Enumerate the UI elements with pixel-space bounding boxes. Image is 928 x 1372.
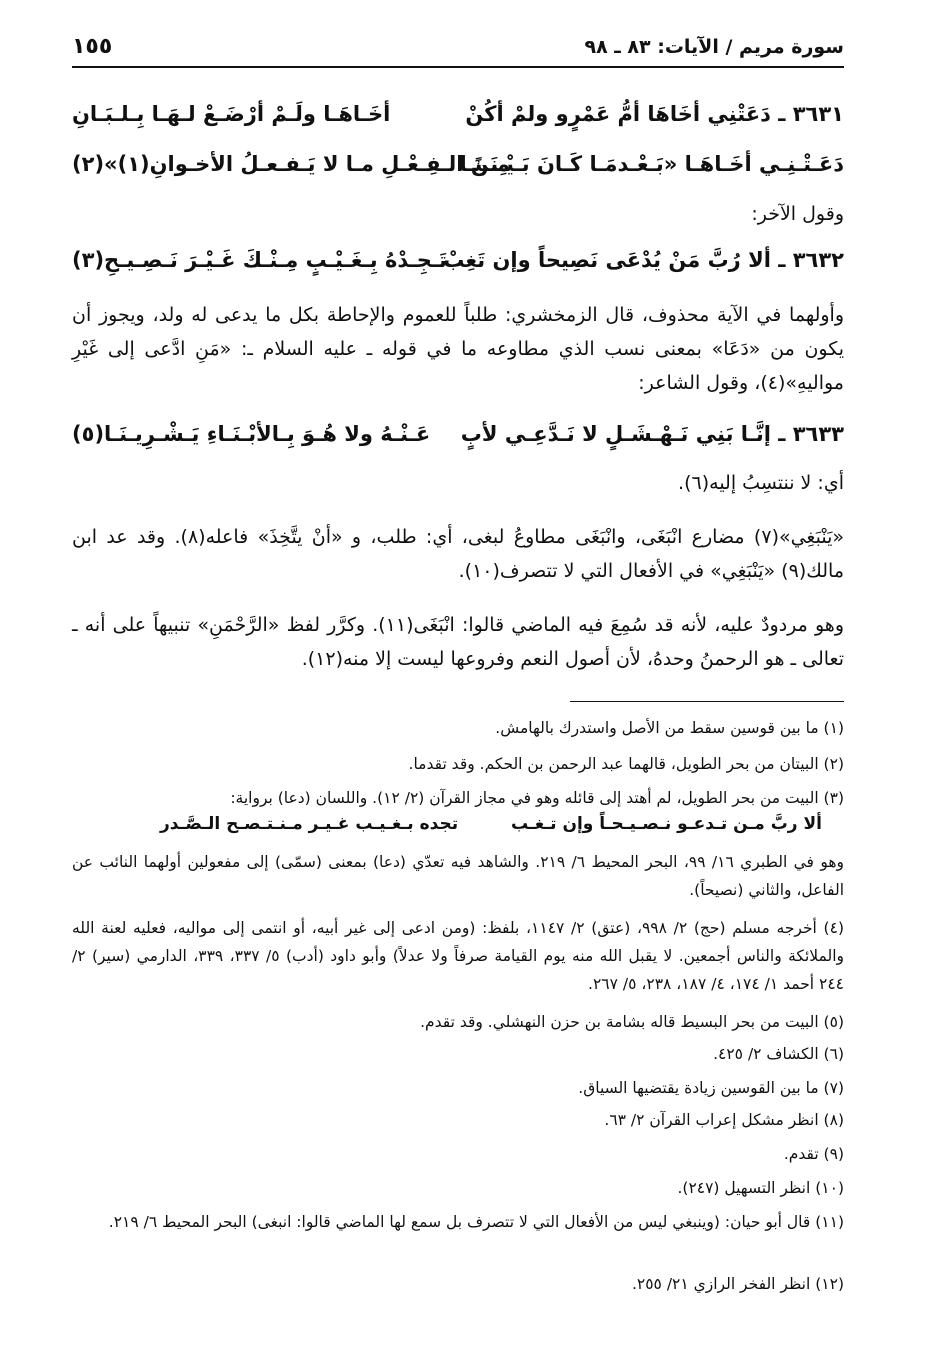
footnote-1: (١) ما بين قوسين سقط من الأصل واستدرك بالهامش. — [495, 719, 844, 737]
verse-hemistich-first: ألا ربَّ مـن تـدعـو نـصـيـحـاً وإن تـغـب — [510, 814, 822, 834]
verse-3633 — [72, 422, 844, 462]
meaning-line: أي: لا ننتسِبُ إليه(٦). — [678, 472, 844, 494]
verse-hemistich-second: أخَـاهَـا ولَـمْ أرْضَـعْ لـهَـا بِـلـبَـانِ — [72, 102, 391, 126]
footnote-11: (١١) قال أبو حيان: (وينبغي ليس من الأفعال التي لا تتصرف بل سمع لها الماضي قالوا: انبغى) البحر المحيط ٦/ ٢١٩. — [108, 1213, 844, 1231]
verse-hemistich-second: عَـنْـهُ ولا هُـوَ بِـالأبْـنَـاءِ يَـشْـرِيـنَـا(٥) — [72, 422, 431, 446]
footnote-2: (٢) البيتان من بحر الطويل، قالهما عبد الرحمن بن الحكم. وقد تقدما. — [408, 755, 844, 773]
verse-3631-line-2 — [72, 152, 844, 192]
footnote-separator — [570, 701, 844, 702]
footnote-10: (١٠) انظر التسهيل (٢٤٧). — [677, 1179, 844, 1197]
footnote-3: (٣) البيت من بحر الطويل، لم أهتد إلى قائله وهو في مجاز القرآن (٢/ ١٢). واللسان (دعا) برواية: — [230, 789, 844, 807]
footnote-9: (٩) تقدم. — [783, 1145, 844, 1163]
verse-hemistich-first: ٣٦٣١ ـ دَعَتْنِي أخَاهَا أمُّ عَمْرٍو ولمْ أكُنْ — [465, 102, 844, 126]
verse-hemistich-second: تجده بـغـيـب غـيـر مـنـتـصـح الـصَّـدر — [160, 814, 459, 834]
commentary-paragraph-2: «يَنْبَغِي»(٧) مضارع انْبَغَى، وانْبَغَى مطاوعُ لبغى، أي: طلب، و «أنْ يتَّخِذَ» فاعله(٨). وقد عد ابن مالك(٩) «يَنْبَغِي» في الأفعال التي لا تتصرف(١٠). — [72, 526, 844, 582]
verse-hemistich-first: ٣٦٣٣ ـ إنَّـا بَنِي نَـهْـشَـلٍ لا نَـدَّعِـي لأبٍ — [460, 422, 844, 446]
footnote-4: (٤) أخرجه مسلم (حج) ٢/ ٩٩٨، (عتق) ٢/ ١١٤٧، بلفظ: (ومن ادعى إلى غير أبيه، أو انتمى إلى مواليه، فعليه لعنة الله والملائكة والناس أجمعين. لا يقبل الله منه يوم القيامة صرفاً ولا عدلاً) وأبو داود (أدب) ٥/ ٣٣٧، ٣٣٩، الدارمي (سير) ٢/ ٢٤٤ أحمد ١/ ١٧٤، ٤/ ١٨٧، ٢٣٨، ٥/ ٢٦٧. — [72, 919, 844, 993]
verse-hemistich-first: ٣٦٣٢ ـ ألا رُبَّ مَنْ يُدْعَى نَصِيحاً وإن تَغِبْ — [443, 248, 844, 272]
footnote-12: (١٢) انظر الفخر الرازي ٢١/ ٢٥٥. — [631, 1275, 844, 1293]
footnote-7: (٧) ما بين القوسين زيادة يقتضيها السياق. — [578, 1079, 844, 1097]
verse-3632 — [72, 248, 844, 288]
footnote-3-verse — [160, 814, 822, 842]
commentary-paragraph-1: وأولهما في الآية محذوف، قال الزمخشري: طلباً للعموم والإحاطة بكل ما يدعى له ولد، ويجوز أن يكون من «دَعَا» بمعنى نسب الذي مطاوعه ما في قوله ـ عليه السلام ـ: «مَنِ ادَّعى إلى غَيْرِ مواليهِ»(٤)، وقول الشاعر: — [72, 304, 844, 394]
verse-hemistich-second: مِـنَ الـفِـعْـلِ مـا لا يَـفـعـلُ الأخـوانِ(١)»(٢) — [72, 152, 510, 176]
running-title: سورة مريم / الآيات: ٨٣ ـ ٩٨ — [584, 36, 844, 58]
other-poet-intro: وقول الآخر: — [751, 203, 844, 225]
header-rule — [72, 66, 844, 68]
verse-hemistich-second: تَـجِـدْهُ بِـغَـيْـبٍ مِـنْـكَ غَـيْـرَ نَـصِـيـحِ(٣) — [72, 248, 447, 272]
footnote-3-continuation: وهو في الطبري ١٦/ ٩٩، البحر المحيط ٦/ ٢١٩. والشاهد فيه تعدّي (دعا) بمعنى (سمّى) إلى مفعولين أولهما النائب عن الفاعل، والثاني (نصيحاً). — [72, 853, 844, 899]
footnote-5: (٥) البيت من بحر البسيط قاله بشامة بن حزن النهشلي. وقد تقدم. — [420, 1013, 844, 1031]
commentary-paragraph-3: وهو مردودٌ عليه، لأنه قد سُمِعَ فيه الماضي قالوا: انْبَغَى(١١). وكرَّر لفظ «الرَّحْمَنِ» تنبيهاً على أنه ـ تعالى ـ هو الرحمنُ وحدهُ، لأن أصول النعم وفروعها ليست إلا منه(١٢). — [72, 614, 845, 670]
page-number: ١٥٥ — [72, 34, 113, 59]
verse-3631-line-1 — [72, 102, 844, 142]
page-header — [72, 30, 844, 70]
verse-hemistich-first: دَعَـتْـنِـي أخَـاهَـا «بَـعْـدمَـا كَـانَ بَـيْـنَـنَـا — [459, 152, 844, 176]
footnote-8: (٨) انظر مشكل إعراب القرآن ٢/ ٦٣. — [604, 1111, 844, 1129]
footnote-6: (٦) الكشاف ٢/ ٤٢٥. — [713, 1045, 844, 1063]
